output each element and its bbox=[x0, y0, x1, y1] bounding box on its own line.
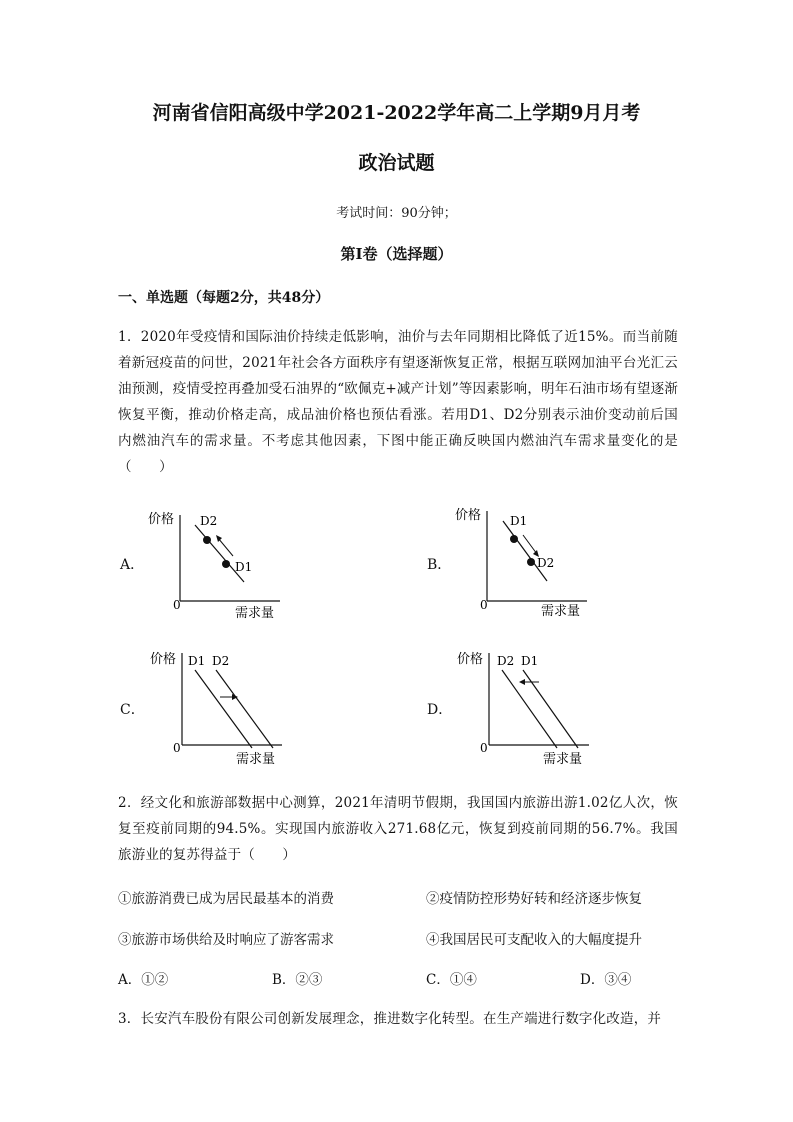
choice-d: D．③④ bbox=[580, 972, 632, 988]
point-d2 bbox=[203, 536, 211, 544]
curve-right bbox=[216, 670, 273, 748]
label-right: D1 bbox=[521, 654, 539, 668]
label-bottom: D2 bbox=[537, 556, 555, 570]
y-axis-label: 价格 bbox=[455, 508, 482, 523]
x-axis-label: 需求量 bbox=[541, 604, 581, 619]
statement-2: ②疫情防控形势好转和经济逐步恢复 bbox=[426, 891, 642, 907]
label-left: D2 bbox=[497, 654, 515, 668]
choice-b: B．②③ bbox=[272, 972, 323, 988]
origin-label: 0 bbox=[480, 598, 488, 612]
x-axis-label: 需求量 bbox=[236, 752, 276, 767]
label-left: D1 bbox=[188, 654, 206, 668]
statement-4: ④我国居民可支配收入的大幅度提升 bbox=[426, 932, 642, 948]
exam-subject: 政治试题 bbox=[358, 152, 435, 174]
choice-a: A．①② bbox=[118, 972, 169, 988]
point-d1 bbox=[510, 535, 518, 543]
question-3-text: 3．长安汽车股份有限公司创新发展理念，推进数字化转型。在生产端进行数字化改造，并 bbox=[118, 1011, 662, 1027]
statement-3: ③旅游市场供给及时响应了游客需求 bbox=[118, 932, 334, 948]
part-title: 第I卷（选择题） bbox=[340, 245, 453, 263]
curve-left bbox=[195, 670, 252, 748]
exam-time: 考试时间：90分钟； bbox=[336, 206, 457, 221]
x-axis-label: 需求量 bbox=[543, 752, 583, 767]
exam-title: 河南省信阳高级中学2021-2022学年高二上学期9月月考 bbox=[152, 102, 641, 124]
option-b-label: B． bbox=[427, 557, 452, 573]
label-top: D2 bbox=[200, 514, 218, 528]
origin-label: 0 bbox=[173, 741, 181, 755]
statement-1: ①旅游消费已成为居民最基本的消费 bbox=[118, 891, 334, 907]
option-a-graph bbox=[140, 505, 300, 623]
x-axis-label: 需求量 bbox=[235, 606, 275, 621]
option-d-graph bbox=[447, 645, 607, 770]
label-bottom: D1 bbox=[235, 560, 253, 574]
option-a-label: A． bbox=[120, 557, 145, 573]
y-axis-label: 价格 bbox=[148, 512, 175, 527]
label-right: D2 bbox=[212, 654, 230, 668]
y-axis-label: 价格 bbox=[150, 652, 177, 667]
demand-line bbox=[503, 521, 547, 581]
origin-label: 0 bbox=[173, 598, 181, 612]
y-axis-label: 价格 bbox=[457, 652, 484, 667]
question-1-text: 1．2020年受疫情和国际油价持续走低影响，油价与去年同期相比降低了近15%。而当前随着新冠疫苗的问世，2021年社会各方面秩序有望逐渐恢复正常，根据互联网加油平台光汇云油预测，疫情受控再叠加受石油界的“欧佩克+减产计划”等因素影响，明年石油市场有望逐渐恢复平衡，推动价格走高，成品油价格也预估看涨。若用D1、D2分别表示油价变动前后国内燃油汽车的需求量。不考虑其他因素，下图中能正确反映国内燃油汽车需求量变化的是（ ） bbox=[118, 329, 679, 475]
label-top: D1 bbox=[510, 514, 528, 528]
option-b-graph bbox=[447, 505, 607, 623]
option-c-label: C． bbox=[120, 702, 145, 718]
point-d1 bbox=[222, 560, 230, 568]
option-d-label: D． bbox=[427, 702, 453, 718]
section-title: 一、单选题（每题2分，共48分） bbox=[118, 290, 330, 306]
arrowhead bbox=[519, 679, 525, 685]
option-c-graph bbox=[140, 645, 300, 770]
arrow-up bbox=[218, 538, 233, 556]
point-d2 bbox=[527, 558, 535, 566]
question-2-text: 2．经文化和旅游部数据中心测算，2021年清明节假期，我国国内旅游出游1.02亿人次，恢复至疫前同期的94.5%。实现国内旅游收入271.68亿元，恢复到疫前同期的56.7%。我国旅游业的复苏得益于（ ） bbox=[118, 795, 678, 863]
choice-c: C．①④ bbox=[426, 972, 477, 988]
origin-label: 0 bbox=[480, 741, 488, 755]
